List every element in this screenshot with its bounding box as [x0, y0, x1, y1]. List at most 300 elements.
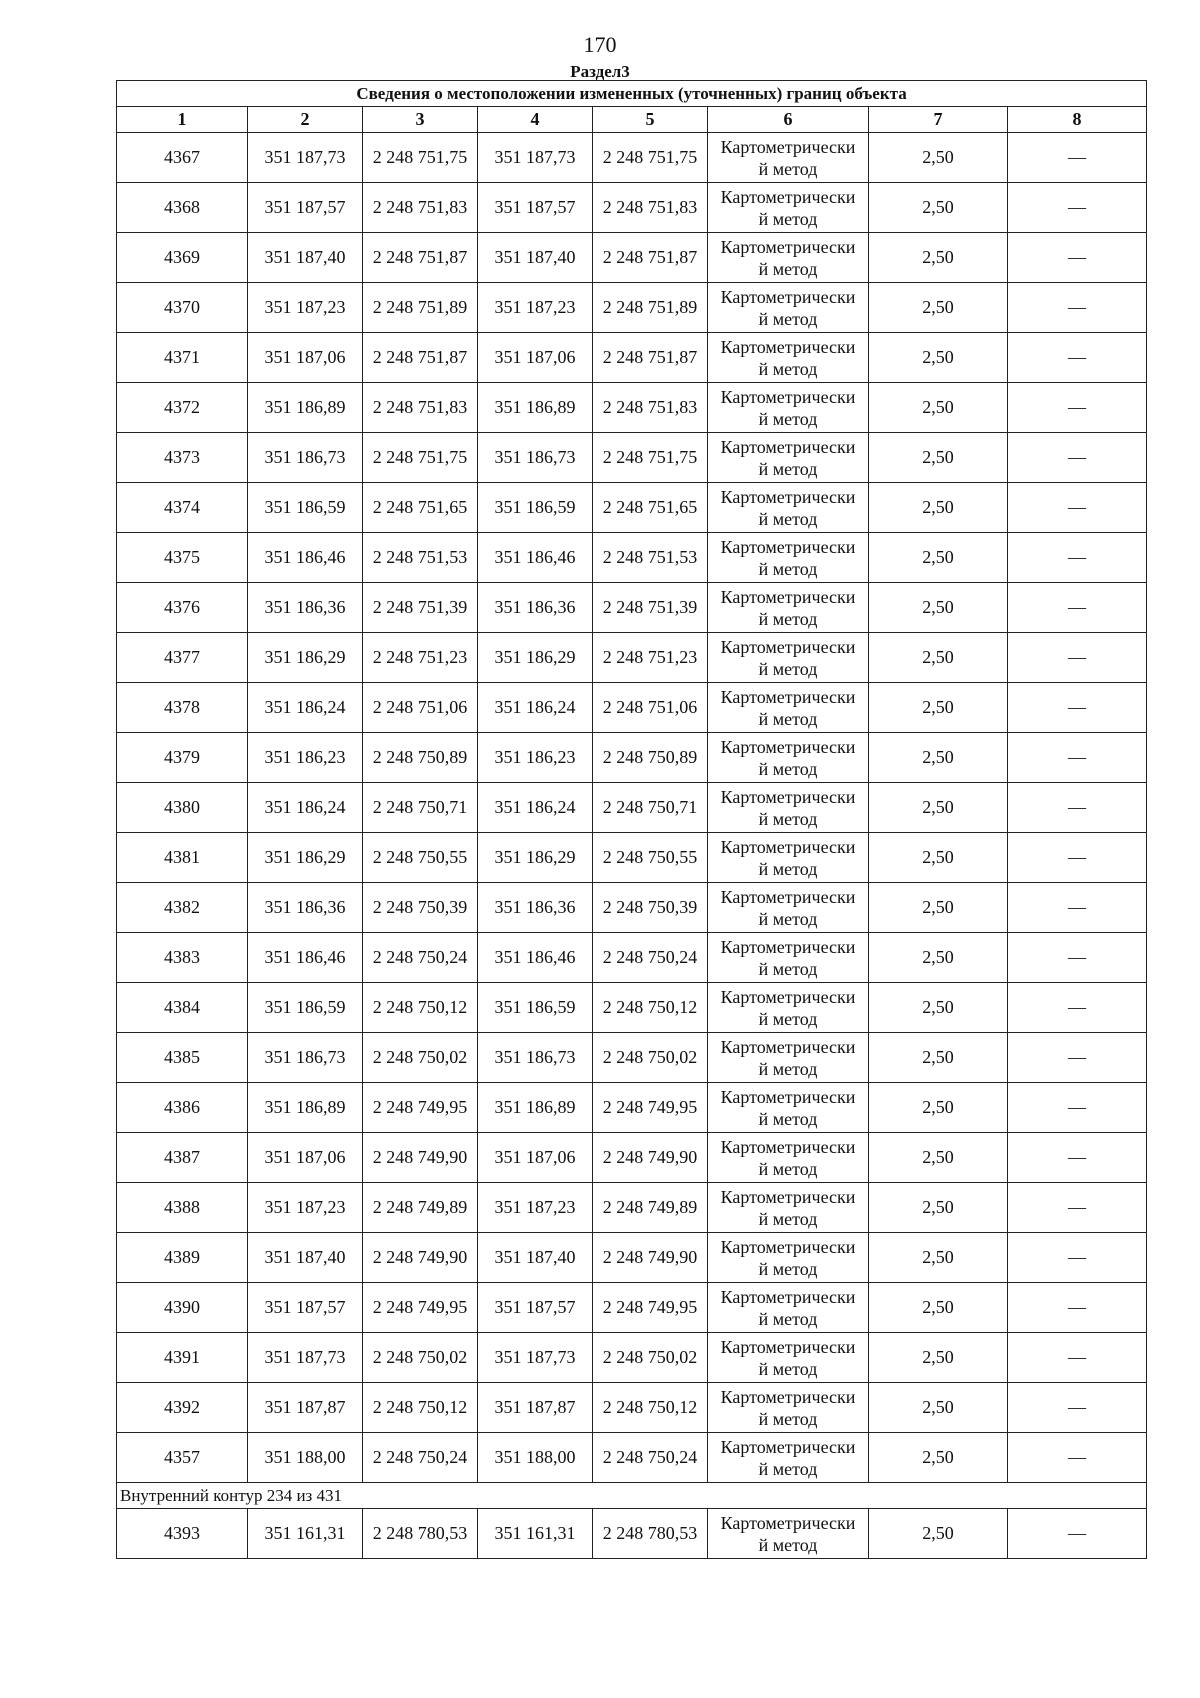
method-line-1: Картометрически — [720, 636, 856, 657]
table-row — [117, 383, 1147, 433]
y-coordinate-cell: 2 248 750,24 — [363, 1433, 478, 1483]
note-cell: — — [1008, 333, 1147, 383]
point-number-cell: 4382 — [117, 883, 248, 933]
point-number-cell: 4389 — [117, 1233, 248, 1283]
method-cell — [708, 483, 869, 533]
point-number-cell: 4385 — [117, 1033, 248, 1083]
x-coordinate-cell: 351 186,29 — [248, 633, 363, 683]
note-cell: — — [1008, 383, 1147, 433]
method-line-2: й метод — [758, 658, 818, 679]
contour-row — [117, 1483, 1147, 1509]
point-number-cell: 4388 — [117, 1183, 248, 1233]
x-coordinate-cell: 351 186,36 — [478, 583, 593, 633]
method-cell — [708, 333, 869, 383]
y-coordinate-cell: 2 248 750,24 — [593, 1433, 708, 1483]
x-coordinate-cell: 351 187,40 — [248, 233, 363, 283]
y-coordinate-cell: 2 248 750,24 — [593, 933, 708, 983]
point-number-cell: 4384 — [117, 983, 248, 1033]
method-cell — [708, 383, 869, 433]
method-cell — [708, 233, 869, 283]
method-cell — [708, 1509, 869, 1559]
table-row — [117, 1509, 1147, 1559]
method-cell — [708, 1083, 869, 1133]
accuracy-cell: 2,50 — [869, 783, 1008, 833]
y-coordinate-cell: 2 248 750,71 — [363, 783, 478, 833]
x-coordinate-cell: 351 187,23 — [248, 1183, 363, 1233]
y-coordinate-cell: 2 248 749,90 — [593, 1133, 708, 1183]
x-coordinate-cell: 351 187,23 — [478, 283, 593, 333]
accuracy-cell: 2,50 — [869, 183, 1008, 233]
point-number-cell: 4393 — [117, 1509, 248, 1559]
y-coordinate-cell: 2 248 749,90 — [593, 1233, 708, 1283]
note-cell: — — [1008, 1333, 1147, 1383]
method-cell — [708, 683, 869, 733]
boundary-table — [116, 80, 1147, 1559]
x-coordinate-cell: 351 186,36 — [478, 883, 593, 933]
accuracy-cell: 2,50 — [869, 683, 1008, 733]
x-coordinate-cell: 351 186,89 — [248, 1083, 363, 1133]
x-coordinate-cell: 351 187,06 — [478, 333, 593, 383]
y-coordinate-cell: 2 248 750,02 — [593, 1033, 708, 1083]
x-coordinate-cell: 351 187,73 — [478, 1333, 593, 1383]
x-coordinate-cell: 351 186,59 — [478, 483, 593, 533]
method-line-1: Картометрически — [720, 1436, 856, 1457]
table-row — [117, 933, 1147, 983]
table-row — [117, 483, 1147, 533]
x-coordinate-cell: 351 186,59 — [478, 983, 593, 1033]
note-cell: — — [1008, 1183, 1147, 1233]
method-line-1: Картометрически — [720, 136, 856, 157]
x-coordinate-cell: 351 187,06 — [248, 1133, 363, 1183]
method-line-2: й метод — [758, 1458, 818, 1479]
y-coordinate-cell: 2 248 751,39 — [363, 583, 478, 633]
y-coordinate-cell: 2 248 751,75 — [363, 433, 478, 483]
x-coordinate-cell: 351 187,73 — [248, 1333, 363, 1383]
y-coordinate-cell: 2 248 751,75 — [363, 133, 478, 183]
point-number-cell: 4378 — [117, 683, 248, 733]
point-number-cell: 4368 — [117, 183, 248, 233]
y-coordinate-cell: 2 248 751,89 — [593, 283, 708, 333]
y-coordinate-cell: 2 248 751,83 — [593, 383, 708, 433]
accuracy-cell: 2,50 — [869, 433, 1008, 483]
method-line-1: Картометрически — [720, 586, 856, 607]
method-line-1: Картометрически — [720, 1336, 856, 1357]
y-coordinate-cell: 2 248 749,95 — [593, 1283, 708, 1333]
accuracy-cell: 2,50 — [869, 883, 1008, 933]
y-coordinate-cell: 2 248 751,87 — [363, 333, 478, 383]
x-coordinate-cell: 351 187,87 — [248, 1383, 363, 1433]
table-row — [117, 533, 1147, 583]
accuracy-cell: 2,50 — [869, 1383, 1008, 1433]
note-cell: — — [1008, 1509, 1147, 1559]
method-line-1: Картометрически — [720, 1186, 856, 1207]
y-coordinate-cell: 2 248 750,24 — [363, 933, 478, 983]
x-coordinate-cell: 351 186,59 — [248, 483, 363, 533]
accuracy-cell: 2,50 — [869, 933, 1008, 983]
method-cell — [708, 1183, 869, 1233]
header-cell: 5 — [593, 107, 708, 133]
x-coordinate-cell: 351 186,89 — [248, 383, 363, 433]
x-coordinate-cell: 351 186,29 — [478, 833, 593, 883]
x-coordinate-cell: 351 187,73 — [248, 133, 363, 183]
table-row — [117, 633, 1147, 683]
x-coordinate-cell: 351 187,40 — [478, 1233, 593, 1283]
note-cell: — — [1008, 133, 1147, 183]
method-line-2: й метод — [758, 1108, 818, 1129]
method-cell — [708, 933, 869, 983]
method-line-1: Картометрически — [720, 1136, 856, 1157]
method-line-2: й метод — [758, 258, 818, 279]
method-line-1: Картометрически — [720, 836, 856, 857]
table-row — [117, 1133, 1147, 1183]
accuracy-cell: 2,50 — [869, 1033, 1008, 1083]
method-cell — [708, 1383, 869, 1433]
y-coordinate-cell: 2 248 751,75 — [593, 433, 708, 483]
table-row — [117, 1333, 1147, 1383]
y-coordinate-cell: 2 248 751,53 — [593, 533, 708, 583]
note-cell: — — [1008, 533, 1147, 583]
note-cell: — — [1008, 833, 1147, 883]
y-coordinate-cell: 2 248 749,89 — [363, 1183, 478, 1233]
y-coordinate-cell: 2 248 749,95 — [363, 1083, 478, 1133]
x-coordinate-cell: 351 186,24 — [478, 683, 593, 733]
method-cell — [708, 133, 869, 183]
method-line-1: Картометрически — [720, 886, 856, 907]
y-coordinate-cell: 2 248 749,89 — [593, 1183, 708, 1233]
point-number-cell: 4387 — [117, 1133, 248, 1183]
accuracy-cell: 2,50 — [869, 1509, 1008, 1559]
x-coordinate-cell: 351 187,40 — [248, 1233, 363, 1283]
note-cell: — — [1008, 983, 1147, 1033]
accuracy-cell: 2,50 — [869, 1083, 1008, 1133]
point-number-cell: 4381 — [117, 833, 248, 883]
table-row — [117, 1233, 1147, 1283]
method-line-2: й метод — [758, 1208, 818, 1229]
x-coordinate-cell: 351 187,06 — [478, 1133, 593, 1183]
y-coordinate-cell: 2 248 750,12 — [363, 983, 478, 1033]
point-number-cell: 4383 — [117, 933, 248, 983]
y-coordinate-cell: 2 248 751,83 — [593, 183, 708, 233]
table-row — [117, 433, 1147, 483]
table-row — [117, 983, 1147, 1033]
x-coordinate-cell: 351 186,36 — [248, 583, 363, 633]
point-number-cell: 4374 — [117, 483, 248, 533]
accuracy-cell: 2,50 — [869, 1133, 1008, 1183]
point-number-cell: 4386 — [117, 1083, 248, 1133]
method-line-2: й метод — [758, 508, 818, 529]
note-cell: — — [1008, 183, 1147, 233]
table-row — [117, 233, 1147, 283]
y-coordinate-cell: 2 248 750,02 — [593, 1333, 708, 1383]
note-cell: — — [1008, 1233, 1147, 1283]
x-coordinate-cell: 351 186,23 — [478, 733, 593, 783]
section-title: Раздел3 — [570, 62, 630, 81]
method-line-2: й метод — [758, 1058, 818, 1079]
note-cell: — — [1008, 1383, 1147, 1433]
method-line-2: й метод — [758, 758, 818, 779]
method-cell — [708, 533, 869, 583]
y-coordinate-cell: 2 248 749,95 — [593, 1083, 708, 1133]
x-coordinate-cell: 351 187,57 — [478, 183, 593, 233]
x-coordinate-cell: 351 187,40 — [478, 233, 593, 283]
table-row — [117, 183, 1147, 233]
accuracy-cell: 2,50 — [869, 733, 1008, 783]
table-row — [117, 1033, 1147, 1083]
x-coordinate-cell: 351 186,89 — [478, 1083, 593, 1133]
y-coordinate-cell: 2 248 750,55 — [593, 833, 708, 883]
accuracy-cell: 2,50 — [869, 133, 1008, 183]
note-cell: — — [1008, 783, 1147, 833]
point-number-cell: 4392 — [117, 1383, 248, 1433]
x-coordinate-cell: 351 187,57 — [478, 1283, 593, 1333]
x-coordinate-cell: 351 188,00 — [248, 1433, 363, 1483]
method-line-1: Картометрически — [720, 1386, 856, 1407]
method-cell — [708, 583, 869, 633]
y-coordinate-cell: 2 248 751,39 — [593, 583, 708, 633]
x-coordinate-cell: 351 187,73 — [478, 133, 593, 183]
method-cell — [708, 433, 869, 483]
method-line-2: й метод — [758, 558, 818, 579]
table-row — [117, 683, 1147, 733]
point-number-cell: 4370 — [117, 283, 248, 333]
y-coordinate-cell: 2 248 751,75 — [593, 133, 708, 183]
accuracy-cell: 2,50 — [869, 1433, 1008, 1483]
method-cell — [708, 1433, 869, 1483]
x-coordinate-cell: 351 186,73 — [478, 1033, 593, 1083]
method-cell — [708, 983, 869, 1033]
note-cell: — — [1008, 733, 1147, 783]
point-number-cell: 4373 — [117, 433, 248, 483]
note-cell: — — [1008, 933, 1147, 983]
contour-label: Внутренний контур 234 из 431 — [117, 1483, 1147, 1509]
x-coordinate-cell: 351 186,29 — [248, 833, 363, 883]
point-number-cell: 4390 — [117, 1283, 248, 1333]
method-line-1: Картометрически — [720, 186, 856, 207]
method-line-2: й метод — [758, 608, 818, 629]
header-row — [117, 107, 1147, 133]
accuracy-cell: 2,50 — [869, 583, 1008, 633]
y-coordinate-cell: 2 248 751,06 — [363, 683, 478, 733]
method-cell — [708, 1033, 869, 1083]
note-cell: — — [1008, 633, 1147, 683]
method-cell — [708, 283, 869, 333]
accuracy-cell: 2,50 — [869, 233, 1008, 283]
point-number-cell: 4369 — [117, 233, 248, 283]
x-coordinate-cell: 351 187,06 — [248, 333, 363, 383]
table-row — [117, 333, 1147, 383]
method-line-1: Картометрически — [720, 436, 856, 457]
method-line-2: й метод — [758, 708, 818, 729]
method-line-2: й метод — [758, 958, 818, 979]
method-line-1: Картометрически — [720, 736, 856, 757]
method-line-1: Картометрически — [720, 386, 856, 407]
accuracy-cell: 2,50 — [869, 1283, 1008, 1333]
point-number-cell: 4357 — [117, 1433, 248, 1483]
note-cell: — — [1008, 433, 1147, 483]
y-coordinate-cell: 2 248 749,90 — [363, 1133, 478, 1183]
note-cell: — — [1008, 683, 1147, 733]
table-caption-row — [117, 81, 1147, 107]
method-line-1: Картометрически — [720, 686, 856, 707]
method-line-2: й метод — [758, 1408, 818, 1429]
y-coordinate-cell: 2 248 749,90 — [363, 1233, 478, 1283]
method-line-1: Картометрически — [720, 536, 856, 557]
x-coordinate-cell: 351 186,46 — [478, 933, 593, 983]
method-line-1: Картометрически — [720, 936, 856, 957]
y-coordinate-cell: 2 248 750,39 — [593, 883, 708, 933]
note-cell: — — [1008, 1433, 1147, 1483]
note-cell: — — [1008, 1033, 1147, 1083]
x-coordinate-cell: 351 186,29 — [478, 633, 593, 683]
method-line-2: й метод — [758, 208, 818, 229]
table-row — [117, 1083, 1147, 1133]
y-coordinate-cell: 2 248 750,55 — [363, 833, 478, 883]
y-coordinate-cell: 2 248 750,02 — [363, 1333, 478, 1383]
accuracy-cell: 2,50 — [869, 1333, 1008, 1383]
y-coordinate-cell: 2 248 780,53 — [593, 1509, 708, 1559]
note-cell: — — [1008, 883, 1147, 933]
y-coordinate-cell: 2 248 751,23 — [363, 633, 478, 683]
y-coordinate-cell: 2 248 750,71 — [593, 783, 708, 833]
x-coordinate-cell: 351 186,36 — [248, 883, 363, 933]
note-cell: — — [1008, 1133, 1147, 1183]
y-coordinate-cell: 2 248 751,65 — [593, 483, 708, 533]
table-row — [117, 133, 1147, 183]
x-coordinate-cell: 351 186,23 — [248, 733, 363, 783]
point-number-cell: 4377 — [117, 633, 248, 683]
note-cell: — — [1008, 583, 1147, 633]
accuracy-cell: 2,50 — [869, 1183, 1008, 1233]
x-coordinate-cell: 351 187,23 — [478, 1183, 593, 1233]
note-cell: — — [1008, 1083, 1147, 1133]
method-cell — [708, 1333, 869, 1383]
table-caption: Сведения о местоположении измененных (уточненных) границ объекта — [117, 81, 1147, 107]
table-row — [117, 1383, 1147, 1433]
x-coordinate-cell: 351 186,46 — [478, 533, 593, 583]
x-coordinate-cell: 351 186,24 — [248, 683, 363, 733]
header-cell: 1 — [117, 107, 248, 133]
method-line-2: й метод — [758, 808, 818, 829]
x-coordinate-cell: 351 186,73 — [478, 433, 593, 483]
method-cell — [708, 733, 869, 783]
point-number-cell: 4371 — [117, 333, 248, 383]
table-row — [117, 833, 1147, 883]
method-cell — [708, 883, 869, 933]
method-cell — [708, 633, 869, 683]
table-row — [117, 1283, 1147, 1333]
y-coordinate-cell: 2 248 751,83 — [363, 383, 478, 433]
y-coordinate-cell: 2 248 751,89 — [363, 283, 478, 333]
method-line-1: Картометрически — [720, 1512, 856, 1533]
note-cell: — — [1008, 483, 1147, 533]
point-number-cell: 4379 — [117, 733, 248, 783]
y-coordinate-cell: 2 248 780,53 — [363, 1509, 478, 1559]
x-coordinate-cell: 351 188,00 — [478, 1433, 593, 1483]
method-line-1: Картометрически — [720, 236, 856, 257]
y-coordinate-cell: 2 248 751,87 — [593, 333, 708, 383]
note-cell: — — [1008, 1283, 1147, 1333]
point-number-cell: 4375 — [117, 533, 248, 583]
method-line-2: й метод — [758, 1358, 818, 1379]
x-coordinate-cell: 351 186,89 — [478, 383, 593, 433]
method-line-1: Картометрически — [720, 486, 856, 507]
method-cell — [708, 833, 869, 883]
y-coordinate-cell: 2 248 750,89 — [593, 733, 708, 783]
page-number: 170 — [583, 32, 617, 57]
table-row — [117, 783, 1147, 833]
accuracy-cell: 2,50 — [869, 483, 1008, 533]
y-coordinate-cell: 2 248 751,87 — [593, 233, 708, 283]
x-coordinate-cell: 351 187,87 — [478, 1383, 593, 1433]
method-line-2: й метод — [758, 1008, 818, 1029]
table-row — [117, 283, 1147, 333]
y-coordinate-cell: 2 248 750,89 — [363, 733, 478, 783]
method-line-2: й метод — [758, 908, 818, 929]
header-cell: 8 — [1008, 107, 1147, 133]
method-line-1: Картометрически — [720, 286, 856, 307]
accuracy-cell: 2,50 — [869, 833, 1008, 883]
y-coordinate-cell: 2 248 750,12 — [593, 1383, 708, 1433]
y-coordinate-cell: 2 248 750,12 — [593, 983, 708, 1033]
method-line-2: й метод — [758, 858, 818, 879]
x-coordinate-cell: 351 187,57 — [248, 183, 363, 233]
method-line-2: й метод — [758, 308, 818, 329]
method-line-1: Картометрически — [720, 786, 856, 807]
accuracy-cell: 2,50 — [869, 533, 1008, 583]
method-line-1: Картометрически — [720, 1086, 856, 1107]
y-coordinate-cell: 2 248 750,12 — [363, 1383, 478, 1433]
accuracy-cell: 2,50 — [869, 283, 1008, 333]
note-cell: — — [1008, 233, 1147, 283]
method-line-2: й метод — [758, 158, 818, 179]
accuracy-cell: 2,50 — [869, 333, 1008, 383]
header-cell: 2 — [248, 107, 363, 133]
header-cell: 4 — [478, 107, 593, 133]
header-cell: 3 — [363, 107, 478, 133]
method-line-2: й метод — [758, 1258, 818, 1279]
method-cell — [708, 1133, 869, 1183]
accuracy-cell: 2,50 — [869, 983, 1008, 1033]
method-line-2: й метод — [758, 1158, 818, 1179]
accuracy-cell: 2,50 — [869, 633, 1008, 683]
point-number-cell: 4376 — [117, 583, 248, 633]
x-coordinate-cell: 351 187,23 — [248, 283, 363, 333]
method-line-2: й метод — [758, 1534, 818, 1555]
x-coordinate-cell: 351 186,24 — [248, 783, 363, 833]
table-row — [117, 583, 1147, 633]
x-coordinate-cell: 351 186,73 — [248, 1033, 363, 1083]
point-number-cell: 4372 — [117, 383, 248, 433]
point-number-cell: 4367 — [117, 133, 248, 183]
y-coordinate-cell: 2 248 749,95 — [363, 1283, 478, 1333]
x-coordinate-cell: 351 161,31 — [478, 1509, 593, 1559]
y-coordinate-cell: 2 248 751,53 — [363, 533, 478, 583]
point-number-cell: 4380 — [117, 783, 248, 833]
method-line-1: Картометрически — [720, 1036, 856, 1057]
method-line-2: й метод — [758, 458, 818, 479]
x-coordinate-cell: 351 186,24 — [478, 783, 593, 833]
x-coordinate-cell: 351 186,59 — [248, 983, 363, 1033]
method-cell — [708, 1283, 869, 1333]
method-line-2: й метод — [758, 358, 818, 379]
y-coordinate-cell: 2 248 751,87 — [363, 233, 478, 283]
header-cell: 7 — [869, 107, 1008, 133]
x-coordinate-cell: 351 186,46 — [248, 933, 363, 983]
x-coordinate-cell: 351 161,31 — [248, 1509, 363, 1559]
method-cell — [708, 1233, 869, 1283]
table-row — [117, 1433, 1147, 1483]
method-line-2: й метод — [758, 408, 818, 429]
